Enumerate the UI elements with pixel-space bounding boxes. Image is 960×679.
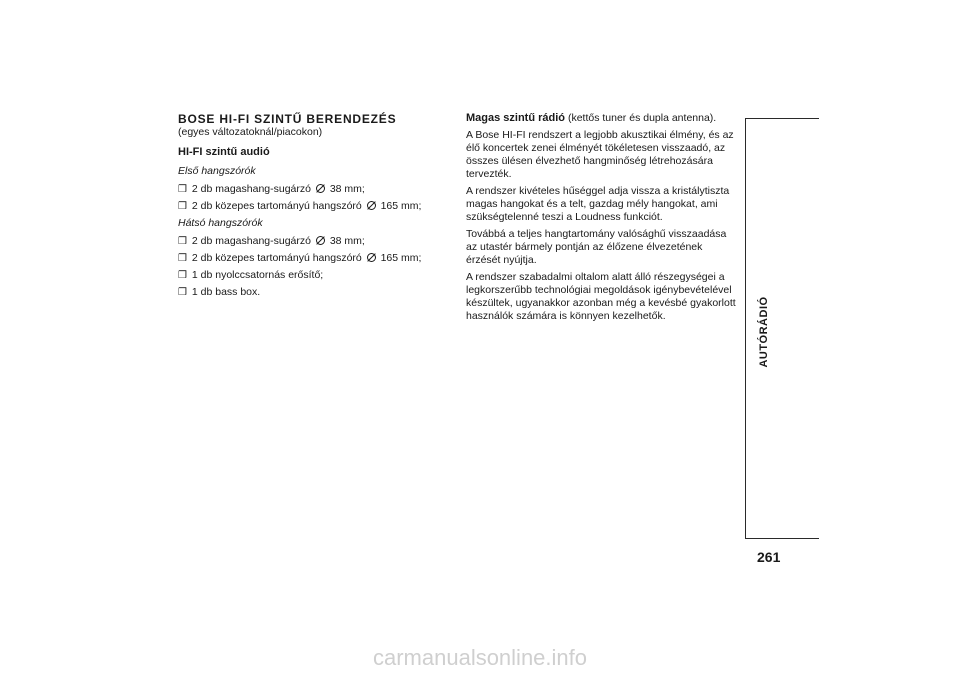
front-speakers-label: Első hangszórók [178,165,256,177]
list-item [178,235,428,248]
watermark: carmanualsonline.info [372,645,588,670]
paragraph: A rendszer kivételes hűséggel adja vissza a kristálytiszta magas hangokat és a telt, gazdag mély hangokat, ami szükségtelenné teszi a Loudness funkciót. [466,185,730,223]
lead-rest: (kettős tuner és dupla antenna). [565,112,717,124]
section-subtitle: (egyes változatoknál/piacokon) [178,126,323,138]
lead-bold: Magas szintű rádió [466,112,566,124]
margin-rule [745,118,746,538]
lead-paragraph [466,112,736,125]
margin-rule-top [745,118,819,119]
item-text: 2 db magashang-sugárzó [191,183,311,195]
item-text: 2 db magashang-sugárzó [191,235,311,247]
paragraph: A rendszer szabadalmi oltalom alatt álló részegységei a legkorszerűbb technológiai megoldások igénybevételével készültek, ugyanakkor azonban még a kevésbé gyakorlott használók számára is könnyen kezelhetők. [466,271,736,322]
list-item [178,183,428,196]
diameter-icon [367,253,376,262]
chapter-label: AUTÓRÁDIÓ [758,296,770,368]
paragraph: Továbbá a teljes hangtartomány valósághű visszaadása az utastér bármely pontján az élőzene élvezetének érzését nyújtja. [466,228,727,266]
item-size: 38 mm; [329,183,365,195]
left-column [178,112,428,303]
section-title: BOSE HI-FI SZINTŰ BERENDEZÉS [178,112,397,126]
item-size: 165 mm; [380,252,422,264]
list-item [178,269,428,282]
diameter-icon [316,184,325,193]
list-item [178,200,428,213]
chapter-tab [752,292,776,372]
margin-rule-bottom [745,538,819,539]
checkbox-bullet-icon: ❒ [178,253,187,264]
audio-heading: HI-FI szintű audió [178,146,270,158]
item-text: 2 db közepes tartományú hangszóró [191,252,362,264]
item-size: 38 mm; [329,235,365,247]
item-text: 1 db bass box. [191,286,261,298]
item-text: 2 db közepes tartományú hangszóró [191,200,362,212]
diameter-icon [367,201,376,210]
diameter-icon [316,236,325,245]
checkbox-bullet-icon: ❒ [178,236,187,247]
item-text: 1 db nyolccsatornás erősítő; [191,269,324,281]
checkbox-bullet-icon: ❒ [178,201,187,212]
item-size: 165 mm; [380,200,422,212]
checkbox-bullet-icon: ❒ [178,184,187,195]
list-item [178,286,428,299]
list-item [178,252,428,265]
checkbox-bullet-icon: ❒ [178,287,187,298]
page-number: 261 [757,549,781,565]
checkbox-bullet-icon: ❒ [178,270,187,281]
right-column [466,112,736,327]
rear-speakers-label: Hátsó hangszórók [178,217,263,229]
paragraph: A Bose HI-FI rendszert a legjobb akusztikai élmény, és az élő koncertek zenei élményét tökéletesen visszaadó, az összes ülésen élvezhető hangminőség létrehozására tervezték. [466,129,734,180]
